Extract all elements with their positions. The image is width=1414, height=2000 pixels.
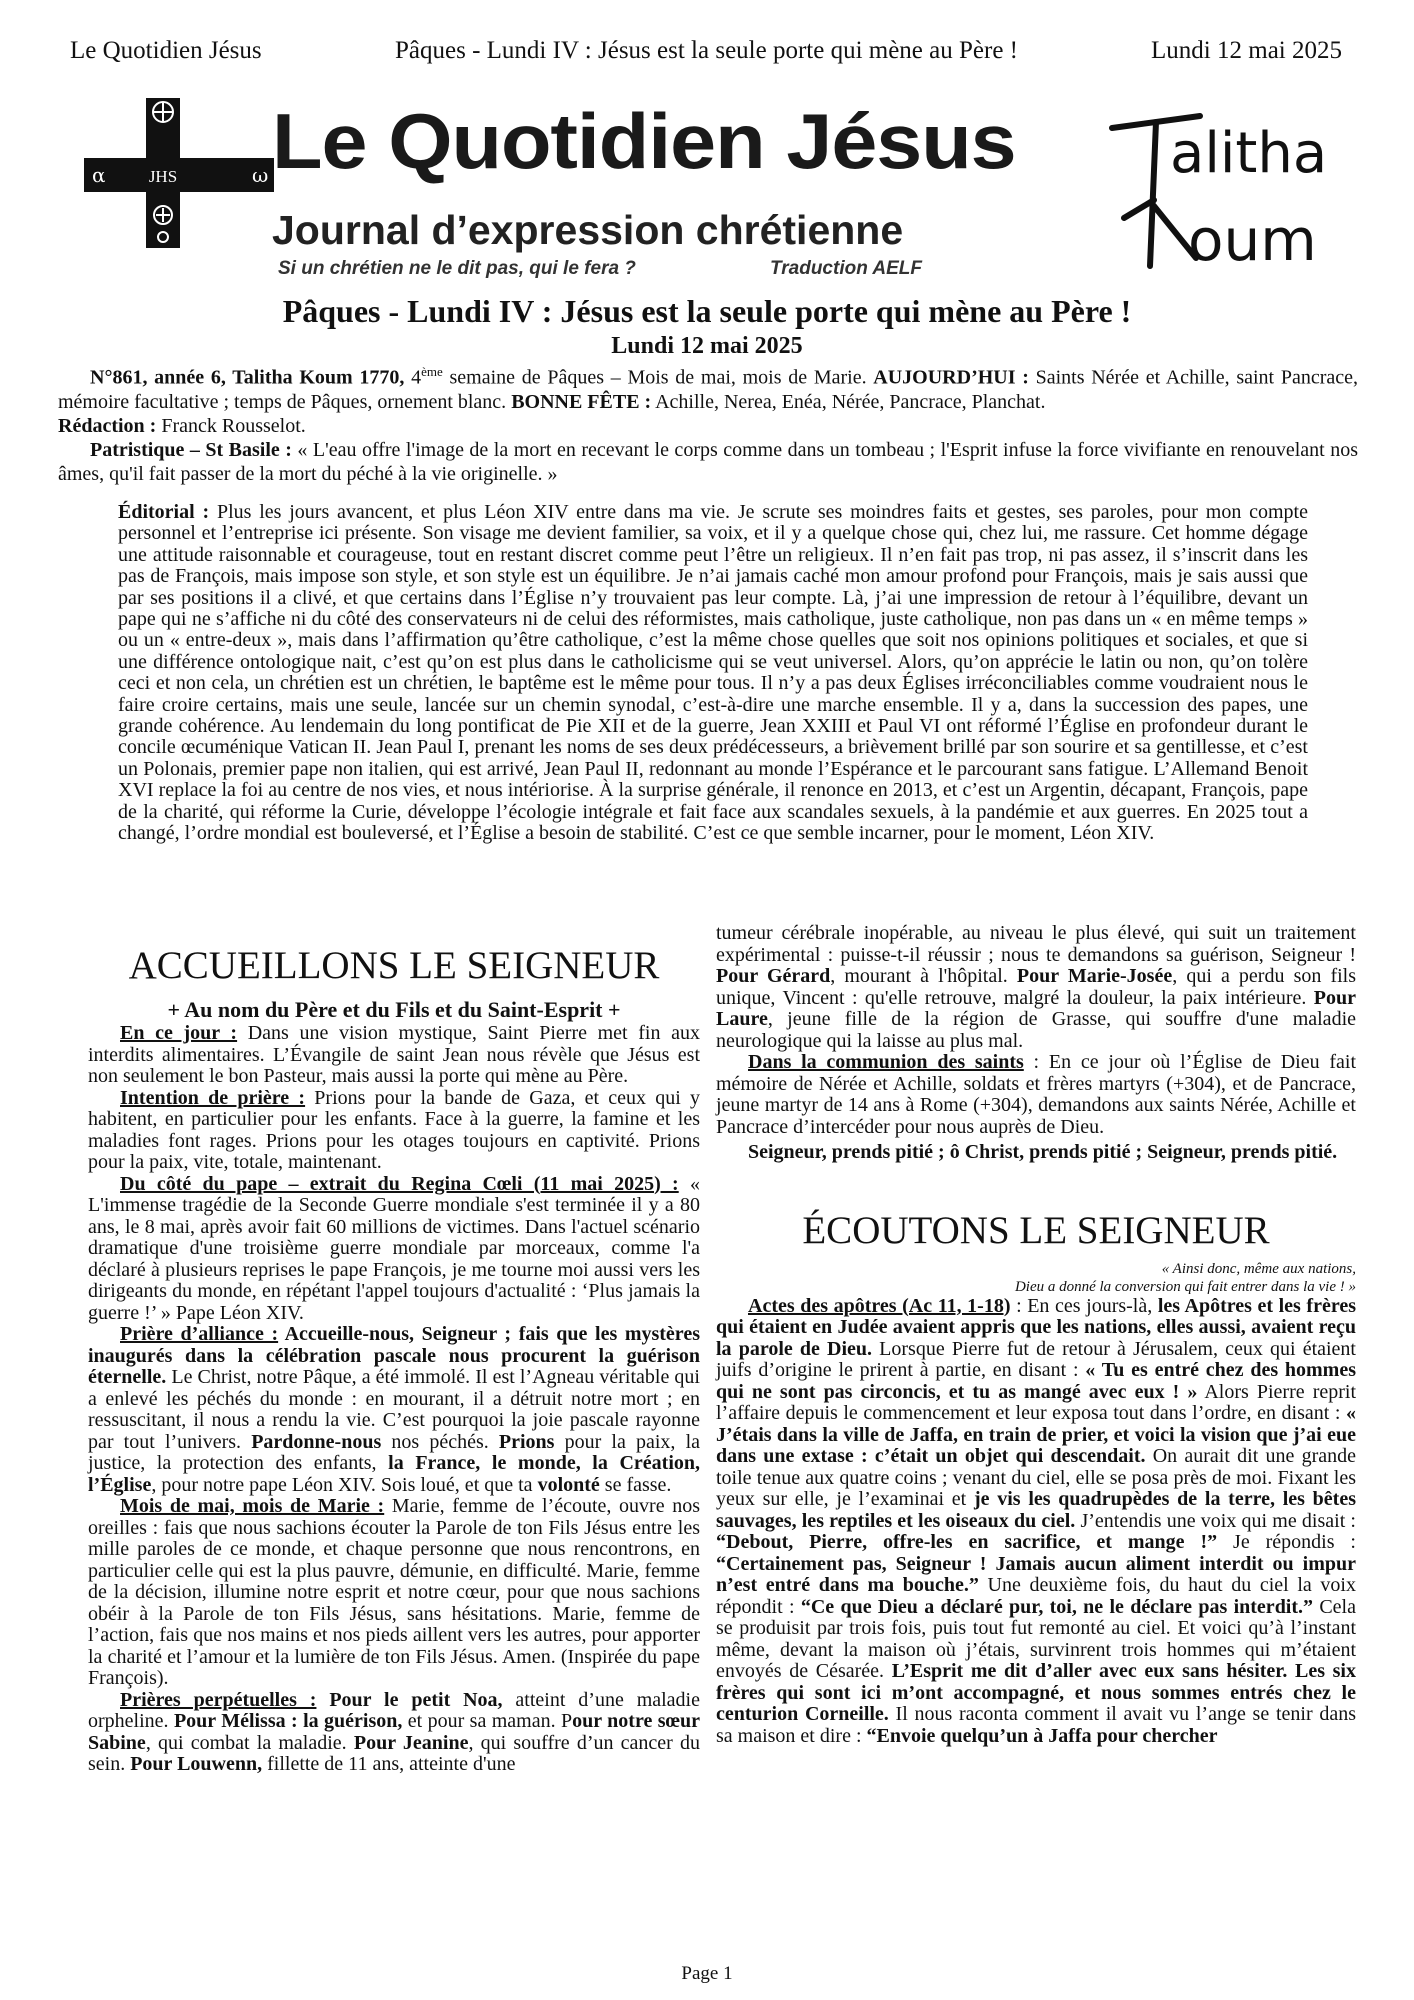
- sign-of-cross: + Au nom du Père et du Fils et du Saint-Esprit +: [167, 997, 621, 1022]
- cross-alpha: α: [92, 163, 106, 187]
- masthead-title: Le Quotidien Jésus: [272, 97, 1016, 185]
- editorial: [118, 502, 1308, 845]
- editorial-label: Éditorial :: [118, 501, 210, 523]
- reading-quote-line-1: « Ainsi donc, même aux nations,: [1161, 1260, 1356, 1277]
- masthead-translation: Traduction AELF: [770, 258, 922, 279]
- patristic-label: Patristique – St Basile :: [90, 438, 292, 461]
- kyrie: Seigneur, prends pitié ; ô Christ, prends pitié ; Seigneur, prends pitié.: [748, 1141, 1338, 1163]
- left-column: ACCUEILLONS LE SEIGNEUR + Au nom du Père et du Fils et du Saint-Esprit + En ce jour : Dans une vision mystique, Saint Pierre met fin aux interdits alimentaires. L’Évangile de saint Jean nous révèle que Jésus est non seulement le bon Pasteur, mais aussi la porte qui mène au Père. Intention de prière : Prions pour la bande de Gaza, et ceux qui y habitent, en particulier pour les enfants. Face à la guerre, la famine et les maladies font rages. Prions pour les otages toujours en captivité. Prions pour la paix, vite, totale, maintenant. Du côté du pape – extrait du Regina Cœli (11 mai 2025) : « L'immense tragédie de la Seconde Guerre mondiale s'est terminée il y a 80 ans, le 8 mai, après avoir fait 60 millions de victimes. Dans l'actuel scénario dramatique d'une troisième guerre mondiale par morceaux, comme l'a déclaré à plusieurs reprises le pape François, je me tourne moi aussi vers les dirigeants du monde, en répétant l'appel toujours d'actualité : ‘Plus jamais la guerre !’ » Pape Léon XIV. Prière d’alliance : Accueille-nous, Seigneur ; fais que les mystères inaugurés dans la célébration pascale nous procurent la guérison éternelle. Le Christ, notre Pâque, a été immolé. Il est l’Agneau véritable qui a enlevé les péchés du monde : en mourant, il a détruit notre mort ; en ressuscitant, il nous a rendu la vie. C’est pourquoi la joie pascale rayonne par tout l’univers. Pardonne-nous nos péchés. Prions pour la paix, la justice, la protection des enfants, la France, le monde, la Création, l’Église, pour notre pape Léon XIV. Sois loué, et que ta volonté se fasse. Mois de mai, mois de Marie : Marie, femme de l’écoute, ouvre nos oreilles : fais que nous sachions écouter la Parole de ton Fils Jésus entre les mille paroles de ce monde, et chaque personne que nous rencontrons, en particulier celle qui est la plus pauvre, démunie, en difficulté. Marie, femme de la décision, illumine notre esprit et notre cœur, pour que nous sachions obéir à la Parole de ton Fils Jésus, sans hésitations. Marie, femme de l’action, fais que nos mains et nos pieds aillent vers les autres, pour apporter la charité et l’amour et la lumière de ton Fils Jésus. Amen. (Inspirée du pape François). Prières perpétuelles : Pour le petit Noa, atteint d’une maladie orpheline. Pour Mélissa : la guérison, et pour sa maman. Pour notre sœur Sabine, qui combat la maladie. Pour Jeanine, qui souffre d’un cancer du sein. Pour Louwenn, fillette de 11 ans, atteinte d'une: [88, 944, 701, 1775]
- section-title-accueillons: ACCUEILLONS LE SEIGNEUR: [128, 944, 660, 987]
- running-header-right: Lundi 12 mai 2025: [1151, 37, 1342, 64]
- logo-text-koum: oum: [1188, 206, 1317, 274]
- running-header-center: Pâques - Lundi IV : Jésus est la seule porte qui mène au Père !: [395, 37, 1018, 64]
- reading-quote-line-2: Dieu a donné la conversion qui fait entrer dans la vie ! »: [1014, 1278, 1356, 1295]
- today-label: AUJOURD’HUI :: [873, 366, 1029, 389]
- talitha-koum-logo: [1104, 106, 1354, 276]
- logo-text-talitha: alitha: [1170, 121, 1328, 186]
- page-date: Lundi 12 mai 2025: [611, 333, 803, 359]
- feast-label: BONNE FÊTE :: [511, 390, 652, 413]
- running-header-left: Le Quotidien Jésus: [70, 37, 262, 64]
- masthead-subtitle: Journal d’expression chrétienne: [272, 207, 904, 253]
- editorial-text: Plus les jours avancent, et plus Léon XIV entre dans ma vie. Je scrute ses moindres faits et gestes, ses paroles, pour mon compte personnel et l’entreprise ici présente. Son visage me devient familier, sa voix, et il y a quelque chose qui, chez lui, me rassure. Cet homme dégage une attitude raisonnable et courageuse, tout en restant discret comme peut l’être un religieux. Il n’en fait pas trop, ni pas assez, il s’inscrit dans les pas de François, mais impose son style, et son style est un équilibre. Je n’ai jamais caché mon amour profond pour François, mais je sais aussi que par ses positions il a clivé, et que certains dans l’Église n’y trouvaient pas leur compte. Là, j’ai une impression de retour à l’équilibre, devant un pape qui ne s’affiche ni du côté des conservateurs ni de celui des réformistes, mais catholique, juste catholique, non pas dans un « en même temps » ou un « entre-deux », mais dans l’affirmation qu’être catholique, c’est la même chose quelles que soit nos opinions politiques et sociales, et que si une différence ontologique nait, c’est qu’on est plus dans le catholicisme qui se veut universel. Alors, qu’on apprécie le latin ou non, qu’on tolère ceci et non cela, un chrétien est un chrétien, le baptême est le même pour tous. Il n’y a pas deux Églises irréconciliables comme voudraient nous le faire croire certains, mais une seule, lancée sur un chemin synodal, c’est-à-dire une marche ensemble. Il y a, dans la succession des papes, une grande cohérence. Au lendemain du long pontificat de Pie XII et de la guerre, Jean XXIII et Paul VI ont réformé l’Église en profondeur durant le concile œcuménique Vatican II. Jean Paul I, prenant les noms de ses deux prédécesseurs, a brièvement brillé par son sourire et sa gentillesse, et c’est un Polonais, premier pape non italien, qui est arrivé, Jean Paul II, redonnant au monde l’Espérance et le parcourant sans fatigue. L’Allemand Benoit XVI replace la foi au centre de nos vies, et nous intériorise. À la surprise générale, il renonce en 2013, et c’est un Argentin, décapant, François, pape de la charité, qui réforme la Curie, développe l’écologie intégrale et fait face aux scandales sexuels, à la pandémie et aux guerres. En 2025 tout a changé, l’ordre mondial est bouleversé, et l’Église a besoin de stabilité. C’est ce que semble incarner, pour le moment, Léon XIV.: [118, 501, 1308, 845]
- issue-number: N°861, année 6, Talitha Koum 1770,: [90, 366, 405, 389]
- masthead-tagline: Si un chrétien ne le dit pas, qui le fera ?: [278, 258, 636, 279]
- section-title-ecoutons: ÉCOUTONS LE SEIGNEUR: [802, 1208, 1270, 1252]
- page-headline: Pâques - Lundi IV : Jésus est la seule porte qui mène au Père !: [282, 293, 1132, 329]
- cross-logo-icon: [84, 98, 274, 248]
- page-number: Page 1: [681, 1963, 733, 1984]
- patristic-text: « L'eau offre l'image de la mort en recevant le corps comme dans un tombeau ; l'Esprit infuse la force vivifiante en renouvelant nos âmes, qu'il fait passer de la mort du péché à la vie originelle. »: [58, 438, 1358, 485]
- cross-jhs: JHS: [148, 167, 178, 186]
- issue-meta: N°861, année 6, Talitha Koum 1770, 4ème semaine de Pâques – Mois de mai, mois de Marie. AUJOURD’HUI : Saints Nérée et Achille, saint Pancrace, mémoire facultative ; temps de Pâques, ornement blanc. BONNE FÊTE : Achille, Nerea, Enéa, Nérée, Pancrace, Planchat. Rédaction : Franck Rousselot. Patristique – St Basile : « L'eau offre l'image de la mort en recevant le corps comme dans un tombeau ; l'Esprit infuse la force vivifiante en renouvelant nos âmes, qu'il fait passer de la mort du péché à la vie originelle. »: [58, 364, 1358, 485]
- redaction-label: Rédaction :: [58, 414, 157, 437]
- right-column: tumeur cérébrale inopérable, au niveau le plus élevé, qui suit un traitement expérimental : puisse-t-il réussir ; nous te demandons sa guérison, Seigneur ! Pour Gérard, mourant à l'hôpital. Pour Marie-Josée, qui a perdu son fils unique, Vincent : qu'elle retrouve, malgré la douleur, la paix intérieure. Pour Laure, jeune fille de la région de Grasse, qui souffre d'une maladie neurologique qui la laisse au plus mal. Dans la communion des saints : En ce jour où l’Église de Dieu fait mémoire de Nérée et Achille, soldats et frères martyrs (+304), et de Pancrace, jeune martyr de 14 ans à Rome (+304), demandons aux saints Nérée, Achille et Pancrace d’intercéder pour nous auprès de Dieu. Seigneur, prends pitié ; ô Christ, prends pitié ; Seigneur, prends pitié. ÉCOUTONS LE SEIGNEUR « Ainsi donc, même aux nations, Dieu a donné la conversion qui fait entrer dans la vie ! » Actes des apôtres (Ac 11, 1-18) : En ces jours-là, les Apôtres et les frères qui étaient en Judée avaient appris que les nations, elles aussi, avaient reçu la parole de Dieu. Lorsque Pierre fut de retour à Jérusalem, ceux qui étaient juifs d’origine le prirent à partie, en disant : « Tu es entré chez des hommes qui ne sont pas circoncis, et tu as mangé avec eux ! » Alors Pierre reprit l’affaire depuis le commencement et leur exposa tout dans l’ordre, en disant : « J’étais dans la ville de Jaffa, en train de prier, et voici la vision que j’ai eue dans une extase : c’était un objet qui descendait. On aurait dit une grande toile tenue aux quatre coins ; venant du ciel, elle se posa près de moi. Fixant les yeux sur elle, je l’examinai et je vis les quadrupèdes de la terre, les bêtes sauvages, les reptiles et les oiseaux du ciel. J’entendis une voix qui me disait : “Debout, Pierre, offre-les en sacrifice, et mange !” Je répondis : “Certainement pas, Seigneur ! Jamais aucun aliment interdit ou impur n’est entré dans ma bouche.” Une deuxième fois, du haut du ciel la voix répondit : “Ce que Dieu a déclaré pur, toi, ne le déclare pas interdit.” Cela se produisit par trois fois, puis tout fut remonté au ciel. Et voici qu’à l’instant même, devant la maison où j’étais, survinrent trois hommes qui m’étaient envoyés de Césarée. L’Esprit me dit d’aller avec eux sans hésiter. Les six frères qui sont ici m’ont accompagné, et nous sommes entrés chez le centurion Corneille. Il nous raconta comment il avait vu l’ange se tenir dans sa maison et dire : “Envoie quelqu’un à Jaffa pour chercher: [716, 922, 1357, 1747]
- cross-omega: ω: [252, 163, 269, 187]
